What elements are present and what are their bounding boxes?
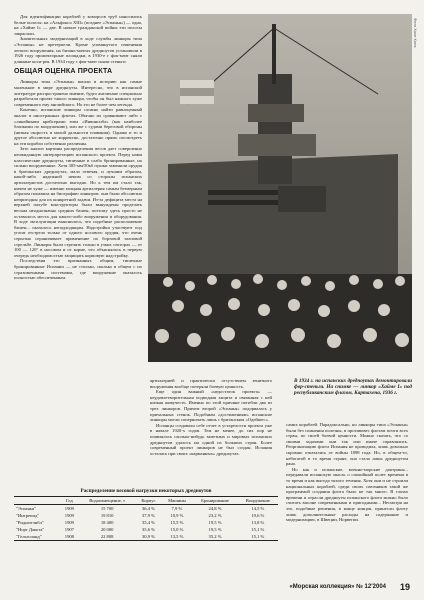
table-header-row xyxy=(14,497,278,505)
table-header-cell: Бронирование xyxy=(192,497,237,505)
displacement-cell: 20 000 xyxy=(100,527,114,532)
armor-cell: 19,5 % xyxy=(208,527,222,532)
year-cell: 1908 xyxy=(60,533,79,541)
paragraph: самих кораблей. Парадоксально, но линкоры типа «Эспанья» были без сомнения полезны, в противовес флотам почти всех стран, по своей боевой ценности. Можно сказать, что со своими задачами они так или иначе справлялись. Реорганизацию флота Испания не проводила, лишь довольно скромно отказались от войны 1898 года. Но, в общем-то, небогатой в то время стране, она стала лишь дредноутом рано. xyxy=(286,422,408,467)
photo-caption: В 1934 г. на испанских дредноутах демонтировали фор-стеньги. На снимке — линкор «Хайме I» под республиканским флагом, Картахена, 1936 г. xyxy=(294,378,412,397)
year-cell: 1909 xyxy=(64,520,74,525)
page-footer xyxy=(14,580,410,592)
weight-distribution-table xyxy=(14,488,278,541)
ship-name: "Ридьютэнбл" xyxy=(16,520,44,525)
table-row xyxy=(14,512,278,519)
machinery-cell: 10,9 % xyxy=(170,513,184,518)
magazine-source: «Морская коллекция» № 12'2004 xyxy=(289,584,386,590)
section-heading: ОБЩАЯ ОЦЕНКА ПРОЕКТА xyxy=(14,68,113,76)
table-row xyxy=(14,519,278,526)
ship-name: "Гельголанд" xyxy=(14,533,60,541)
paragraph: Конечно, испанские линкоры сложно найти равноценный аналог в иностранных флотах. Обычно их сравнивают либо с «линейными крейсерами типа «Инвинсибл» (как наиболее близкими по вооружению), или же с судами береговой обороны (низкая скорость и малой дальности плавания). Однако и то и другое абсолютно не корректно, достаточно прямо посмотреть на эти корабли собственно различны. xyxy=(14,107,142,146)
armor-cell: 35,2 % xyxy=(192,533,237,541)
paragraph: Испанцы создавали себе отчет в устарелости проекта уже в начале 1920-х годов. Тем не менее, до сих пор не появлялось сколько-нибудь заметных и мировых испанских дредноутов удалось ни одной из больших стран. Более современный проект линкоров не был создан. Испания осталась при своих «карманных» дредноутах. xyxy=(150,422,272,456)
armor-cell: 23,2 % xyxy=(208,513,222,518)
displacement-cell: 15 700 xyxy=(100,506,114,511)
ship-name: "Норт Дакота" xyxy=(16,527,45,532)
ship-name: "Интрепид" xyxy=(16,513,40,518)
paragraph: Линкоры типа «Эспанья» вошли в историю как самые маленькие в мире дредноуты. Интересно, что в испанской литературе распространено мнение, будто англичане специально разработали проект такого линкора, чтобы он был намного хуже современного ему английского. Но это не более чем легенда. xyxy=(14,79,142,107)
armor-cell: 19,5 % xyxy=(208,520,222,525)
hull-cell: 37,9 % xyxy=(141,513,155,518)
armament-cell: 13,8 % xyxy=(251,520,265,525)
battleship-photo xyxy=(148,14,412,362)
page-number: 19 xyxy=(399,582,410,592)
paragraph: Зато анализ картины распределения весов дает совершенно неожиданную интерпретацию испанского проекта. Перед нами классические дредноуты, типичные и слабо бронированные, но сильно вооруженные. Хотя 305-мм/50кб пушки заменили орудия в британских дредноутах, мало отвечая, и лучшим образом, какой-либо надежной неким со стороны испанских артиллеристов достаточно выгодно. Но к тем им стало так, ничем не хуже — именно мощная артиллерия самым безмерным образом попавила на биографию линкоров: они были абсолютно непригодны для их конкретной задачи. Из-за дефицита места на верхней палубе конструкторы были вынуждены проделать весьма неоднозначно средних башен, поэтому здесь просто не оставалось места для какого-либо вооружения и оборудования. В ходе эксплуатации выяснилось, что подобные расположение башен... оказалось неподходящим. Надстройки участвуют под углом отстрела только от одного носового орудия, что очень серьезно ограничивает применение по бортовой залповой стрельбе. Линкоры были стрелять только в узких секторах — от 100 — 120° в носовом и от корме, что объяснялось в первую очередь необходимостью защищать кормовую надстройку. xyxy=(14,146,142,258)
table-header-cell: Год xyxy=(60,497,79,505)
table-title: Распределение весовой нагрузки некоторых дредноутов xyxy=(80,488,212,494)
left-text-column xyxy=(14,14,142,281)
table-header-cell: Машины xyxy=(161,497,192,505)
year-cell: 1907 xyxy=(64,527,74,532)
machinery-cell: 13,5 % xyxy=(161,533,192,541)
paragraph: Для идентификации кораблей у коморсов труб наносились белые полосы: на «Альфонсо XIII» (позднее «Эспанья») — одна, на «Хайме I» — две. В начале гражданской войны эти полосы закрасили. xyxy=(14,14,142,36)
hull-cell: 35,4 % xyxy=(141,520,155,525)
armor-cell: 24,8 % xyxy=(208,506,222,511)
machinery-cell: 15,0 % xyxy=(170,527,184,532)
table-row xyxy=(14,526,278,533)
year-cell: 1909 xyxy=(64,513,74,518)
table-row xyxy=(14,505,278,513)
table-row xyxy=(14,533,278,541)
table-header-cell xyxy=(14,497,60,505)
paragraph: Последствия это признанных общим, типичные бронированные Испании — не столько, сколько в общем с их страховочными системами, где вооружение оказалось полностью обеспеченным. xyxy=(14,258,142,281)
displacement-cell: 22 808 xyxy=(79,533,136,541)
armament-cell: 19,6 % xyxy=(251,513,265,518)
displacement-cell: 18 400 xyxy=(100,520,114,525)
table-header-cell: Водоизмещение, т xyxy=(79,497,136,505)
paragraph: Значительных модернизаций в ходе службы линкоры типа «Эспанья» не претерпели. Кроме упомянутого изменения легкого вооружения, на бизань-мачтах дредноутов установили в 1926 году прожекторные площадки, в 1930-е г фок-мачт сняли длинные коси-рея. В 1934 году с фок-мачт сняли стеньги. xyxy=(14,36,142,64)
armament-cell: 15,1 % xyxy=(238,533,278,541)
photo-credit: Фото Хосе Кола xyxy=(413,18,418,48)
ship-name: "Эспанья" xyxy=(16,506,36,511)
right-text-column xyxy=(286,422,408,523)
table-header-cell: Вооружение xyxy=(238,497,278,505)
paragraph: Еще один важный «недостаток проекта» — неудовлетворительная подводная защита и связанная с ней низкая живучесть. Именно по этой причине погибли два из трех линкоров. Причем второй «Эспанья» подорвалась у причальных стенок. Подобным «достижениям» испанские линкоры могли соперничать лишь с британским «Одейшес». xyxy=(150,389,272,423)
hull-cell: 35,6 % xyxy=(141,527,155,532)
hull-cell: 30,9 % xyxy=(136,533,162,541)
displacement-cell: 19 810 xyxy=(100,513,114,518)
middle-text-column xyxy=(150,378,272,456)
hull-cell: 36,4 % xyxy=(141,506,155,511)
table-header-cell: Корпус xyxy=(136,497,162,505)
armament-cell: 14,5 % xyxy=(251,506,265,511)
machinery-cell: 15,5 % xyxy=(170,520,184,525)
paragraph: Но как и испанские, военно-морские доктрины... передавали испанскую мысль о спокойный полет времени в то время и как выгода тихого течения. Хотя они и не строили национальных кораблей, среди своих союзников такой же программой создания флота было не так много. В глазах времени и отрасли дредноуты испанского флота можно было считать вполне современными и пригодными... Несмотря на это, подобные решения, в конце концов, принесли флоту лишь дополнительные расходы на содержание и модернизацию, в Швеции, Норвегии. xyxy=(286,466,408,523)
paragraph: артиллерией и практически отсутствием зенитного вооружения вообще потеряли боевую ценность. xyxy=(150,378,272,389)
armament-cell: 15,1 % xyxy=(251,527,265,532)
machinery-cell: 7,9 % xyxy=(171,506,183,511)
data-table xyxy=(14,496,278,541)
year-cell: 1909 xyxy=(64,506,74,511)
